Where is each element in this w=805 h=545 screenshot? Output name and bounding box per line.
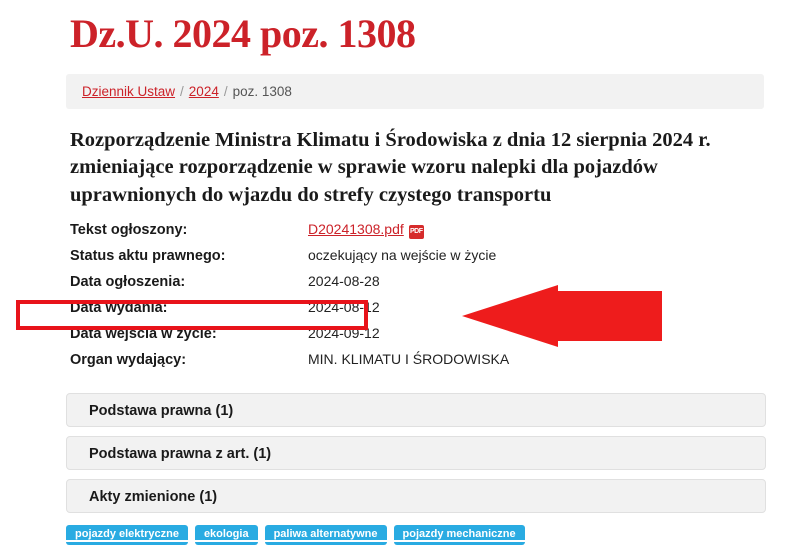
metadata-label: Data wydania: <box>70 300 168 317</box>
metadata-label: Data ogłoszenia: <box>70 274 186 291</box>
metadata-row-data-ogloszenia <box>70 273 770 299</box>
breadcrumb-item-dziennik-ustaw[interactable]: Dziennik Ustaw <box>82 84 176 99</box>
page-left-margin <box>0 0 44 542</box>
tag-paliwa-alternatywne[interactable]: paliwa alternatywne <box>265 525 387 545</box>
metadata-value: oczekujący na wejście w życie <box>308 247 497 264</box>
metadata-row-data-wejscia-w-zycie <box>70 325 770 351</box>
accordion-item-podstawa-prawna-z-art[interactable]: Podstawa prawna z art. (1) <box>66 436 766 470</box>
page-title: Dz.U. 2024 poz. 1308 <box>70 11 416 56</box>
metadata-value: 2024-09-12 <box>308 325 380 342</box>
tag-pojazdy-mechaniczne[interactable]: pojazdy mechaniczne <box>394 525 525 545</box>
metadata-value: 2024-08-28 <box>308 273 380 290</box>
tag-list <box>66 525 766 545</box>
metadata-value: 2024-08-12 <box>308 299 380 316</box>
metadata-value <box>308 221 424 239</box>
tag-pojazdy-elektryczne[interactable]: pojazdy elektryczne <box>66 525 188 545</box>
metadata-row-organ-wydajacy <box>70 351 770 377</box>
metadata-label: Tekst ogłoszony: <box>70 222 188 239</box>
metadata-label: Organ wydający: <box>70 352 187 369</box>
document-title: Rozporządzenie Ministra Klimatu i Środowiska z dnia 12 sierpnia 2024 r. zmieniające rozporządzenie w sprawie wzoru nalepki dla pojazdów uprawnionych do wjazdu do strefy czystego transportu <box>70 129 711 206</box>
metadata-row-data-wydania <box>70 299 770 325</box>
breadcrumb <box>66 74 764 109</box>
accordion-item-podstawa-prawna[interactable]: Podstawa prawna (1) <box>66 393 766 427</box>
breadcrumb-separator-2: / <box>223 84 228 99</box>
metadata-row-status <box>70 247 770 273</box>
metadata-value: MIN. KLIMATU I ŚRODOWISKA <box>308 351 510 368</box>
metadata-label: Status aktu prawnego: <box>70 248 226 265</box>
accordion <box>66 393 766 513</box>
breadcrumb-item-2024[interactable]: 2024 <box>188 84 219 99</box>
page-content <box>50 0 770 545</box>
document-metadata <box>70 221 770 377</box>
metadata-label: Data wejścia w życie: <box>70 326 217 343</box>
breadcrumb-item-current: poz. 1308 <box>232 84 292 99</box>
tag-ekologia[interactable]: ekologia <box>195 525 258 545</box>
accordion-item-akty-zmienione[interactable]: Akty zmienione (1) <box>66 479 766 513</box>
pdf-file-link[interactable]: D20241308.pdf <box>308 221 404 238</box>
metadata-row-tekst-ogloszony <box>70 221 770 247</box>
breadcrumb-separator-1: / <box>180 84 184 99</box>
pdf-icon: PDF <box>409 225 424 239</box>
